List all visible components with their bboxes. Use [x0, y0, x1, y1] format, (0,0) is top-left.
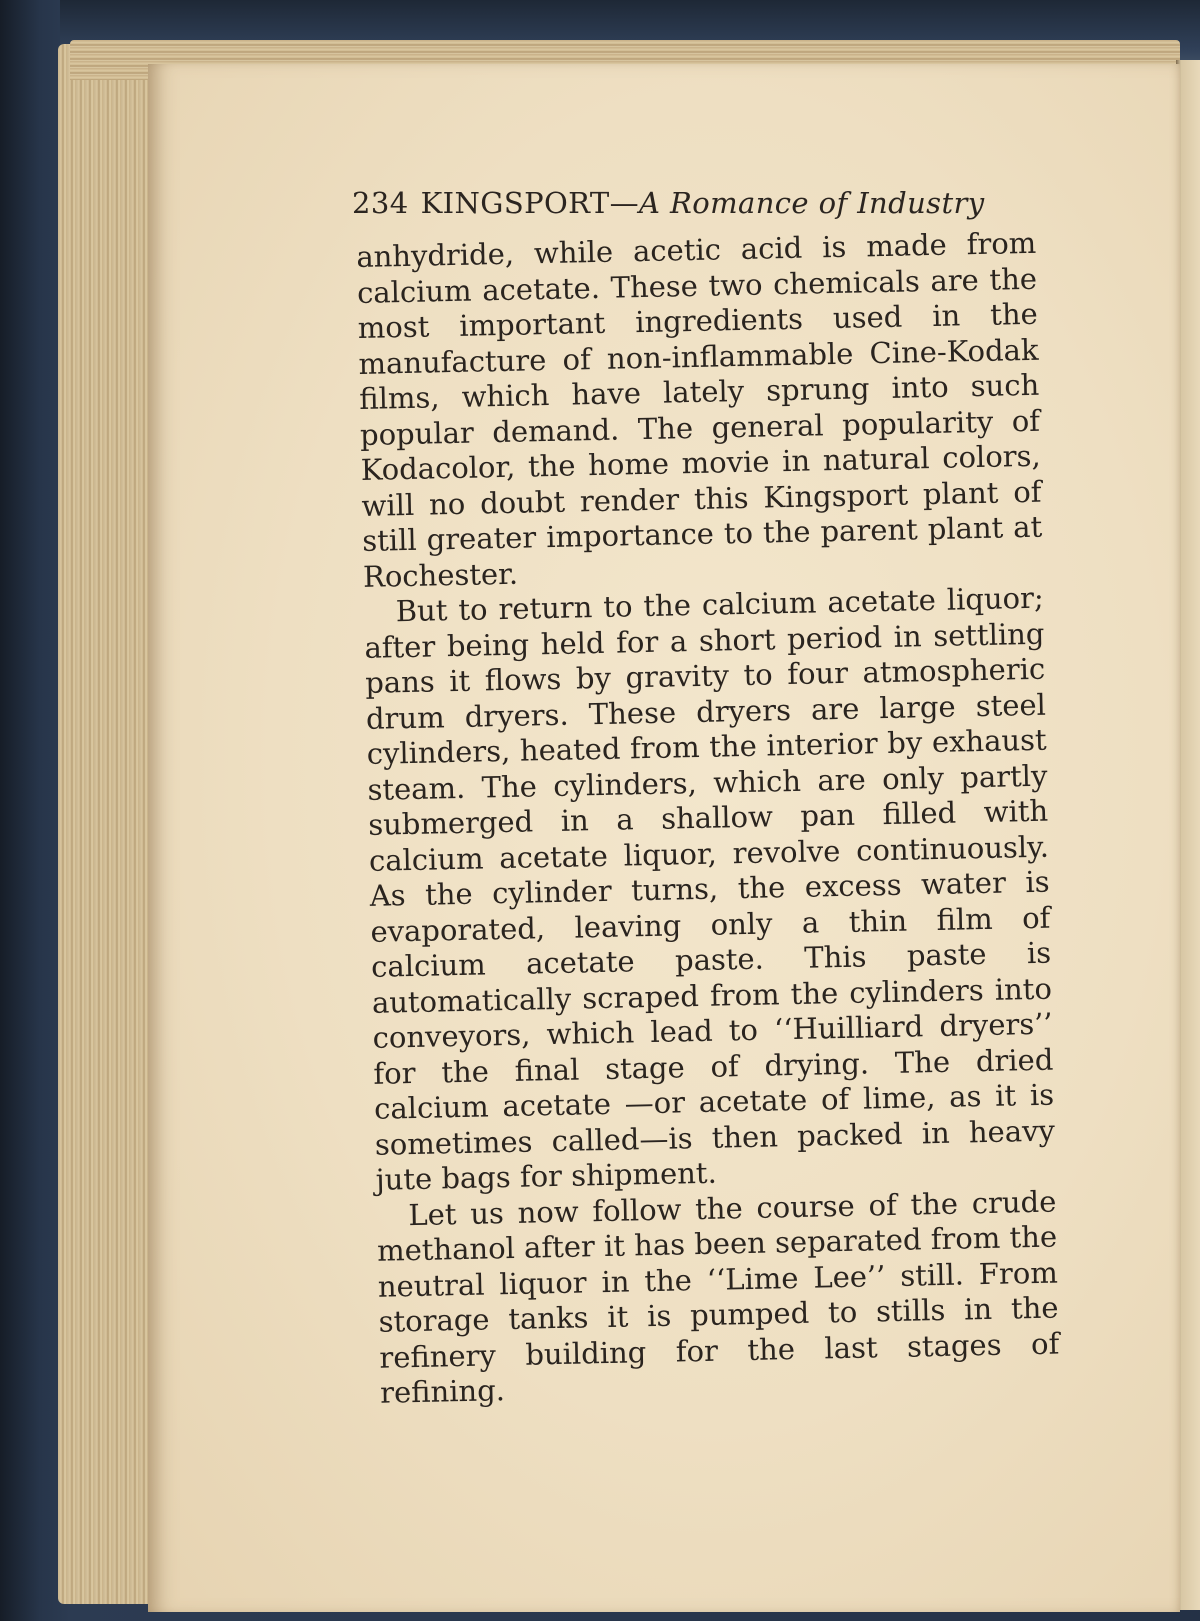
book-subtitle: A Romance of Industry — [639, 186, 985, 220]
page-body — [356, 226, 1060, 1411]
paragraph-3: Let us now follow the course of the crude methanol after it has been separated from the neutral liquor in the ‘‘Lime Lee’’ still. From storage tanks it is pumped to stills in the refinery building for the last stages of refining. — [376, 1184, 1060, 1410]
paragraph-1: anhydride, while acetic acid is made from calcium acetate. These two chemicals are the most important ingredients used in the manufacture of non-inflammable Cine-Kodak films, which have lately sprung into such popular demand. The general popularity of Kodacolor, the home movie in natural colors, will no doubt render this Kingsport plant of still greater importance to the parent plant at Rochester. — [356, 225, 1043, 594]
book-title: KINGSPORT— — [420, 186, 640, 220]
page-number: 234 — [352, 186, 409, 220]
running-header — [352, 186, 1002, 220]
paragraph-2: But to return to the calcium acetate liquor; after being held for a short period in settling pans it flows by gravity to four atmospheric drum dryers. These dryers are large steel cylinders, heated from the interior by exhaust steam. The cylinders, which are only partly submerged in a shallow pan filled with calcium acetate liquor, revolve continuously. As the cylinder turns, the excess water is evaporated, leaving only a thin film of calcium acetate paste. This paste is automatically scraped from the cylinders into conveyors, which lead to ‘‘Huilliard dryers’’ for the final stage of drying. The dried calcium acetate —or acetate of lime, as it is sometimes called—is then packed in heavy jute bags for shipment. — [364, 580, 1056, 1197]
